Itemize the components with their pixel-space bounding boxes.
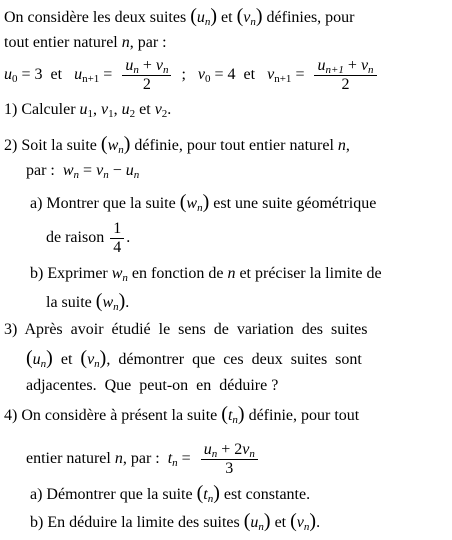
question-1: 1) Calculer $u_1$, $v_1$, $u_2$ et $v_2$.: [4, 101, 172, 120]
fraction-t: $\frac{u_n + 2v_n}{3}$: [201, 442, 258, 477]
fraction-v: $\frac{u_{n+1} + v_n}{2}$: [314, 58, 376, 93]
question-4b: b) En déduire la limite des suites ( $u_n$ ) et ( $v_n$ ) .: [30, 512, 320, 532]
sequence-v: ( $v_n$ ): [237, 7, 263, 27]
intro-text-2: définies, pour: [266, 9, 355, 26]
question-3-line-2: ( $u_n$ ) et ( $v_n$ ) , démontrer que ces deux suites sont: [26, 349, 362, 369]
intro-text: On considère les deux suites: [4, 9, 187, 26]
and-word: et: [221, 9, 233, 26]
definitions-line: $u_0 = 3$ et $u_{n+1}$ = $\frac{u_n + v_n}{2}$ ; $v_0 = 4$ et $v_{n+1}$ = $\frac{u_{n+1} + v_n}{2}$: [4, 58, 379, 93]
question-2a-ratio: de raison $\frac{1}{4}$ .: [46, 220, 131, 256]
question-4a: a) Démontrer que la suite ( $t_n$ ) est constante.: [30, 484, 310, 504]
sequence-u: ( $u_n$ ): [190, 7, 217, 27]
question-3: 3) Après avoir étudié le sens de variation des suites: [4, 321, 368, 338]
question-4: 4) On considère à présent la suite ( $t_n$ ) définie, pour tout: [4, 405, 359, 425]
intro-line-2: tout entier naturel n, par :: [4, 34, 167, 51]
fraction-u: $\frac{u_n + v_n}{2}$: [122, 58, 171, 93]
question-4-definition: entier naturel n, par : $t_n$ = $\frac{u_n + 2v_n}{3}$: [26, 442, 260, 477]
question-3-line-3: adjacentes. Que peut-on en déduire ?: [26, 377, 279, 394]
question-2b: b) Exprimer $w_n$ en fonction de n et préciser la limite de: [30, 265, 382, 284]
question-2a: a) Montrer que la suite ( $w_n$ ) est une suite géométrique: [30, 193, 376, 213]
intro-line-1: [4, 7, 355, 27]
question-2b-line-2: la suite ( $w_n$ ) .: [46, 292, 129, 312]
fraction-quarter: $\frac{1}{4}$: [110, 221, 124, 256]
question-2: 2) Soit la suite ( $w_n$ ) définie, pour tout entier naturel n,: [4, 135, 350, 155]
question-2-definition: par : $w_n = v_n - u_n$: [26, 162, 140, 181]
